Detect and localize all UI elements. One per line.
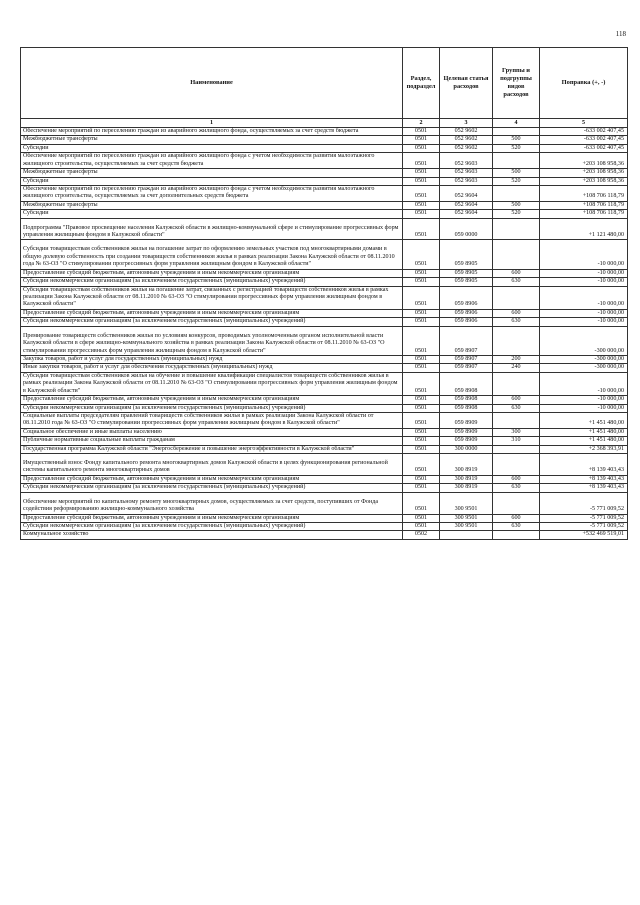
row-amount-cell: -10 000,00 xyxy=(540,269,628,277)
table-row xyxy=(21,445,628,453)
row-amount-cell: -10 000,00 xyxy=(540,240,628,269)
row-section-cell: 0501 xyxy=(403,404,440,412)
row-amount-cell: -5 771 009,52 xyxy=(540,492,628,514)
row-article-cell: 059 8909 xyxy=(440,428,493,436)
row-amount-cell: +108 706 118,79 xyxy=(540,201,628,209)
row-amount-cell: -10 000,00 xyxy=(540,404,628,412)
row-section-cell: 0501 xyxy=(403,454,440,476)
row-article-cell: 059 8908 xyxy=(440,404,493,412)
table-row xyxy=(21,437,628,445)
row-name-cell: Предоставление субсидий бюджетным, автономным учреждениям и иным некоммерческим организациям xyxy=(21,396,403,404)
row-section-cell: 0501 xyxy=(403,355,440,363)
table-row xyxy=(21,522,628,530)
row-group-cell: 600 xyxy=(493,396,540,404)
table-row xyxy=(21,318,628,326)
row-amount-cell: +1 451 480,00 xyxy=(540,428,628,436)
row-article-cell: 052 9604 xyxy=(440,201,493,209)
table-row xyxy=(21,128,628,136)
row-group-cell: 520 xyxy=(493,144,540,152)
table-row xyxy=(21,364,628,372)
table-row xyxy=(21,531,628,539)
table-row xyxy=(21,185,628,201)
row-name-cell: Субсидии некоммерческим организациям (за исключением государственных (муниципальных) учреждений) xyxy=(21,522,403,530)
row-group-cell: 500 xyxy=(493,201,540,209)
row-group-cell: 600 xyxy=(493,475,540,483)
row-section-cell: 0501 xyxy=(403,185,440,201)
table-body xyxy=(21,128,628,540)
row-amount-cell: +203 108 958,36 xyxy=(540,153,628,169)
row-section-cell: 0501 xyxy=(403,177,440,185)
table-row xyxy=(21,309,628,317)
table-row xyxy=(21,210,628,218)
row-amount-cell: -633 002 407,45 xyxy=(540,136,628,144)
table-row xyxy=(21,412,628,428)
row-group-cell: 630 xyxy=(493,318,540,326)
row-name-cell: Публичные нормативные социальные выплаты гражданам xyxy=(21,437,403,445)
row-section-cell: 0501 xyxy=(403,128,440,136)
table-row xyxy=(21,404,628,412)
table-row xyxy=(21,144,628,152)
row-article-cell: 052 9602 xyxy=(440,128,493,136)
budget-amendment-table xyxy=(20,47,628,540)
row-amount-cell: -633 002 407,45 xyxy=(540,144,628,152)
row-group-cell: 500 xyxy=(493,136,540,144)
row-amount-cell: +108 706 118,79 xyxy=(540,185,628,201)
row-amount-cell: -10 000,00 xyxy=(540,309,628,317)
row-name-cell: Обеспечение мероприятий по переселению граждан из аварийного жилищного фонда, осуществляемых за счет средств бюджета xyxy=(21,128,403,136)
row-group-cell xyxy=(493,412,540,428)
row-group-cell: 630 xyxy=(493,278,540,286)
row-article-cell: 052 9604 xyxy=(440,210,493,218)
row-name-cell: Межбюджетные трансферты xyxy=(21,169,403,177)
row-section-cell: 0501 xyxy=(403,475,440,483)
row-group-cell: 240 xyxy=(493,364,540,372)
row-section-cell: 0501 xyxy=(403,318,440,326)
table-row xyxy=(21,454,628,476)
row-group-cell: 630 xyxy=(493,484,540,492)
row-group-cell: 520 xyxy=(493,210,540,218)
row-section-cell: 0501 xyxy=(403,437,440,445)
page-number: 118 xyxy=(615,30,626,38)
row-article-cell: 300 8919 xyxy=(440,454,493,476)
row-amount-cell: -10 000,00 xyxy=(540,396,628,404)
row-amount-cell: -300 000,00 xyxy=(540,326,628,355)
row-group-cell xyxy=(493,128,540,136)
table-row xyxy=(21,372,628,395)
row-article-cell: 052 9602 xyxy=(440,144,493,152)
row-group-cell xyxy=(493,185,540,201)
table-row xyxy=(21,169,628,177)
row-article-cell: 300 9501 xyxy=(440,492,493,514)
header-row xyxy=(21,48,628,119)
row-group-cell: 600 xyxy=(493,269,540,277)
row-name-cell: Субсидии товариществам собственников жилья на обучение и повышение квалификации специалистов товариществ собственников жилья в рамках реализации Закона Калужской области от 08.11.2010 № 63-ОЗ "О стимулировании прогрессивных форм управления жилищным фондом в Калужской области" xyxy=(21,372,403,395)
row-section-cell: 0501 xyxy=(403,240,440,269)
table-row xyxy=(21,269,628,277)
header-group: Группы и подгруппы видов расходов xyxy=(493,48,540,119)
row-name-cell: Предоставление субсидий бюджетным, автономным учреждениям и иным некоммерческим организациям xyxy=(21,269,403,277)
row-amount-cell: +108 706 118,79 xyxy=(540,210,628,218)
row-name-cell: Субсидии некоммерческим организациям (за исключением государственных (муниципальных) учреждений) xyxy=(21,318,403,326)
row-section-cell: 0501 xyxy=(403,326,440,355)
row-amount-cell: +203 108 958,36 xyxy=(540,177,628,185)
row-article-cell: 059 8908 xyxy=(440,396,493,404)
row-section-cell: 0501 xyxy=(403,269,440,277)
row-section-cell: 0501 xyxy=(403,522,440,530)
row-name-cell: Субсидии некоммерческим организациям (за исключением государственных (муниципальных) учреждений) xyxy=(21,484,403,492)
row-section-cell: 0501 xyxy=(403,278,440,286)
row-amount-cell: -10 000,00 xyxy=(540,278,628,286)
row-group-cell: 600 xyxy=(493,309,540,317)
row-amount-cell: +532 469 519,01 xyxy=(540,531,628,539)
row-name-cell: Подпрограмма "Правовое просвещение населения Калужской области в жилищно-коммунальной сфере и стимулирование прогрессивных форм управления жилищным фондом в Калужской области" xyxy=(21,218,403,240)
row-article-cell: 052 9603 xyxy=(440,153,493,169)
row-group-cell xyxy=(493,492,540,514)
row-amount-cell: +2 368 393,91 xyxy=(540,445,628,453)
row-name-cell: Субсидии xyxy=(21,144,403,152)
row-group-cell xyxy=(493,445,540,453)
row-amount-cell: -633 002 407,45 xyxy=(540,128,628,136)
column-number: 4 xyxy=(493,119,540,128)
row-article-cell: 059 8907 xyxy=(440,364,493,372)
row-article-cell: 059 8905 xyxy=(440,240,493,269)
header-section: Раздел, подраздел xyxy=(403,48,440,119)
row-name-cell: Имущественный взнос Фонду капитального ремонта многоквартирных домов Калужской области в целях функционирования региональной системы капитального ремонта многоквартирных домов xyxy=(21,454,403,476)
row-name-cell: Социальные выплаты председателям правлений товариществ собственников жилья в рамках реализации Закона Калужской области от 08.11.2010 года № 63-ОЗ "О стимулировании прогрессивных форм управления жилищным фондом в Калужской области" xyxy=(21,412,403,428)
row-article-cell: 052 9603 xyxy=(440,177,493,185)
row-name-cell: Субсидии xyxy=(21,210,403,218)
column-number: 1 xyxy=(21,119,403,128)
row-amount-cell: -5 771 009,52 xyxy=(540,522,628,530)
row-group-cell xyxy=(493,286,540,309)
row-name-cell: Обеспечение мероприятий по переселению граждан из аварийного жилищного фонда с учетом необходимости развития малоэтажного жилищного строительства, осуществляемых за счет средств бюджета xyxy=(21,153,403,169)
row-section-cell: 0501 xyxy=(403,218,440,240)
row-group-cell: 520 xyxy=(493,177,540,185)
row-article-cell: 059 8905 xyxy=(440,269,493,277)
table-row xyxy=(21,428,628,436)
row-group-cell: 500 xyxy=(493,169,540,177)
row-name-cell: Премирование товариществ собственников жилья по условиям конкурсов, проводимых уполномоченным органом исполнительной власти Калужской области в сфере жилищно-коммунального хозяйства в рамках реализации Закона Калужской области от 08.11.2010 № 63-ОЗ "О стимулировании прогрессивных форм управления жилищным фондом в Калужской области" xyxy=(21,326,403,355)
row-article-cell: 059 8909 xyxy=(440,412,493,428)
row-section-cell: 0501 xyxy=(403,153,440,169)
row-name-cell: Предоставление субсидий бюджетным, автономным учреждениям и иным некоммерческим организациям xyxy=(21,309,403,317)
row-group-cell xyxy=(493,531,540,539)
row-group-cell xyxy=(493,372,540,395)
table-row xyxy=(21,153,628,169)
row-name-cell: Межбюджетные трансферты xyxy=(21,136,403,144)
row-amount-cell: -10 000,00 xyxy=(540,318,628,326)
table-row xyxy=(21,218,628,240)
row-amount-cell: -10 000,00 xyxy=(540,286,628,309)
row-group-cell: 630 xyxy=(493,522,540,530)
row-name-cell: Предоставление субсидий бюджетным, автономным учреждениям и иным некоммерческим организациям xyxy=(21,475,403,483)
row-name-cell: Коммунальное хозяйство xyxy=(21,531,403,539)
row-name-cell: Закупка товаров, работ и услуг для государственных (муниципальных) нужд xyxy=(21,355,403,363)
column-number: 5 xyxy=(540,119,628,128)
row-article-cell: 052 9604 xyxy=(440,185,493,201)
row-section-cell: 0501 xyxy=(403,286,440,309)
table-row xyxy=(21,136,628,144)
row-article-cell: 059 8906 xyxy=(440,309,493,317)
row-group-cell xyxy=(493,153,540,169)
row-article-cell: 300 0000 xyxy=(440,445,493,453)
column-number: 3 xyxy=(440,119,493,128)
row-name-cell: Предоставление субсидий бюджетным, автономным учреждениям и иным некоммерческим организациям xyxy=(21,514,403,522)
row-group-cell: 300 xyxy=(493,428,540,436)
table-row xyxy=(21,240,628,269)
row-amount-cell: +8 139 403,43 xyxy=(540,484,628,492)
row-section-cell: 0501 xyxy=(403,136,440,144)
row-name-cell: Социальное обеспечение и иные выплаты населению xyxy=(21,428,403,436)
table-row xyxy=(21,484,628,492)
row-section-cell: 0501 xyxy=(403,412,440,428)
table-row xyxy=(21,475,628,483)
row-amount-cell: +1 121 480,00 xyxy=(540,218,628,240)
row-amount-cell: +8 139 403,43 xyxy=(540,475,628,483)
header-amendment: Поправка (+, -) xyxy=(540,48,628,119)
row-amount-cell: +1 451 480,00 xyxy=(540,437,628,445)
table-row xyxy=(21,278,628,286)
column-number-row xyxy=(21,119,628,128)
row-article-cell: 059 8907 xyxy=(440,355,493,363)
row-name-cell: Субсидии некоммерческим организациям (за исключением государственных (муниципальных) учреждений) xyxy=(21,404,403,412)
header-article: Целевая статья расходов xyxy=(440,48,493,119)
row-amount-cell: -300 000,00 xyxy=(540,364,628,372)
row-amount-cell: +8 139 403,43 xyxy=(540,454,628,476)
row-article-cell: 059 8906 xyxy=(440,318,493,326)
row-article-cell: 300 8919 xyxy=(440,475,493,483)
row-section-cell: 0501 xyxy=(403,144,440,152)
table-row xyxy=(21,492,628,514)
row-section-cell: 0501 xyxy=(403,210,440,218)
row-section-cell: 0501 xyxy=(403,309,440,317)
row-name-cell: Субсидии некоммерческим организациям (за исключением государственных (муниципальных) учреждений) xyxy=(21,278,403,286)
row-article-cell: 059 8906 xyxy=(440,286,493,309)
header-name: Наименование xyxy=(21,48,403,119)
row-section-cell: 0501 xyxy=(403,428,440,436)
row-name-cell: Субсидии xyxy=(21,177,403,185)
row-amount-cell: -10 000,00 xyxy=(540,372,628,395)
row-section-cell: 0501 xyxy=(403,364,440,372)
row-section-cell: 0501 xyxy=(403,492,440,514)
table-row xyxy=(21,355,628,363)
row-section-cell: 0501 xyxy=(403,372,440,395)
column-number: 2 xyxy=(403,119,440,128)
row-amount-cell: +1 451 480,00 xyxy=(540,412,628,428)
row-amount-cell: -5 771 009,52 xyxy=(540,514,628,522)
row-article-cell: 052 9602 xyxy=(440,136,493,144)
table-row xyxy=(21,177,628,185)
table-row xyxy=(21,201,628,209)
row-article-cell: 059 8905 xyxy=(440,278,493,286)
row-article-cell xyxy=(440,531,493,539)
row-amount-cell: +203 108 958,36 xyxy=(540,169,628,177)
row-name-cell: Субсидии товариществам собственников жилья на погашение затрат по оформлению земельных участков под многоквартирными домами в общую долевую собственность при создании товариществ собственников жилья в рамках реализации Закона Калужской области от 08.11.2010 года № 63-ОЗ "О стимулировании прогрессивных форм управления жилищным фондом в Калужской области" xyxy=(21,240,403,269)
row-group-cell: 630 xyxy=(493,404,540,412)
row-group-cell: 200 xyxy=(493,355,540,363)
row-group-cell: 600 xyxy=(493,514,540,522)
row-name-cell: Субсидии товариществам собственников жилья на погашение затрат, связанных с регистрацией товариществ собственников жилья в рамках реализации Закона Калужской области от 08.11.2010 № 63-ОЗ "О стимулировании прогрессивных форм управления жилищным фондом в Калужской области" xyxy=(21,286,403,309)
row-section-cell: 0501 xyxy=(403,484,440,492)
row-name-cell: Государственная программа Калужской области "Энергосбережение и повышение энергоэффективности в Калужской области" xyxy=(21,445,403,453)
row-name-cell: Иные закупки товаров, работ и услуг для обеспечения государственных (муниципальных) нужд xyxy=(21,364,403,372)
row-name-cell: Межбюджетные трансферты xyxy=(21,201,403,209)
row-group-cell xyxy=(493,240,540,269)
row-amount-cell: -300 000,00 xyxy=(540,355,628,363)
row-section-cell: 0501 xyxy=(403,201,440,209)
row-article-cell: 300 9501 xyxy=(440,514,493,522)
row-article-cell: 300 9501 xyxy=(440,522,493,530)
row-article-cell: 052 9603 xyxy=(440,169,493,177)
row-group-cell xyxy=(493,218,540,240)
row-article-cell: 059 8907 xyxy=(440,326,493,355)
table-row xyxy=(21,396,628,404)
row-group-cell xyxy=(493,326,540,355)
table-row xyxy=(21,286,628,309)
row-section-cell: 0501 xyxy=(403,396,440,404)
row-section-cell: 0501 xyxy=(403,169,440,177)
table-row xyxy=(21,514,628,522)
table-row xyxy=(21,326,628,355)
row-article-cell: 300 8919 xyxy=(440,484,493,492)
row-article-cell: 059 0000 xyxy=(440,218,493,240)
row-section-cell: 0502 xyxy=(403,531,440,539)
row-group-cell xyxy=(493,454,540,476)
row-name-cell: Обеспечение мероприятий по капитальному ремонту многоквартирных домов, осуществляемых за счет средств, поступивших от Фонда содействия реформированию жилищно-коммунального хозяйства xyxy=(21,492,403,514)
row-article-cell: 059 8909 xyxy=(440,437,493,445)
row-section-cell: 0501 xyxy=(403,514,440,522)
row-name-cell: Обеспечение мероприятий по переселению граждан из аварийного жилищного фонда с учетом необходимости развития малоэтажного жилищного строительства, осуществляемых за счет дополнительных средств бюджета xyxy=(21,185,403,201)
row-article-cell: 059 8908 xyxy=(440,372,493,395)
row-section-cell: 0501 xyxy=(403,445,440,453)
row-group-cell: 310 xyxy=(493,437,540,445)
